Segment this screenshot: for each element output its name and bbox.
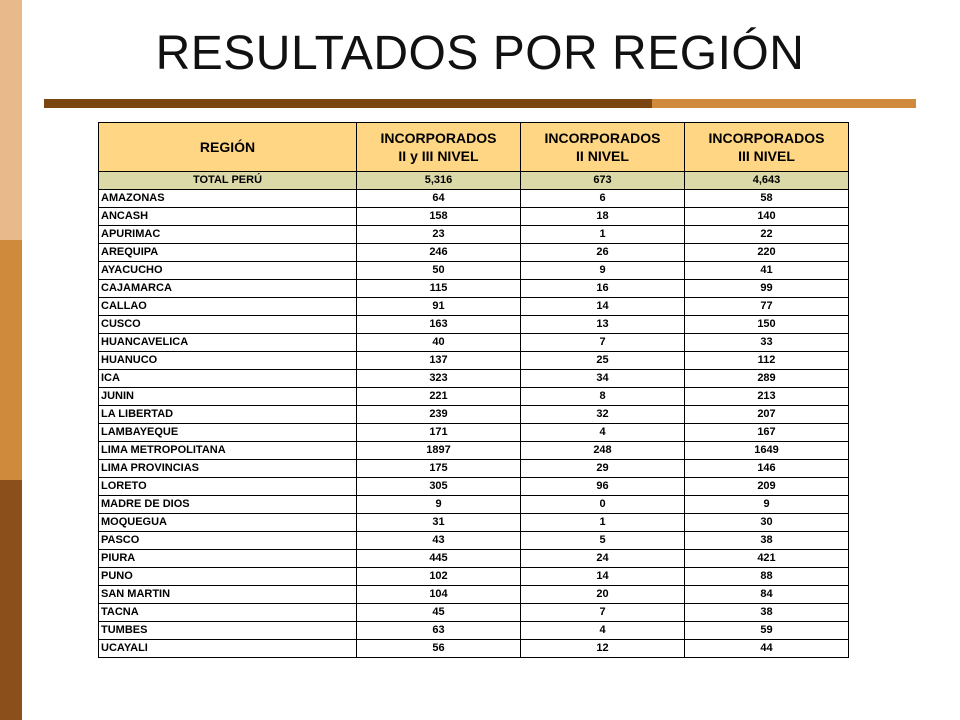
header-label-line1: INCORPORADOS (708, 130, 825, 146)
table-row (99, 280, 849, 298)
incorporados-ii: 32 (521, 406, 685, 424)
region-name: AMAZONAS (99, 190, 357, 208)
incorporados-ii: 14 (521, 298, 685, 316)
header-label-line2: II y III NIVEL (398, 148, 479, 164)
incorporados-ii: 14 (521, 568, 685, 586)
incorporados-ii: 34 (521, 370, 685, 388)
region-name: LIMA METROPOLITANA (99, 442, 357, 460)
title-underline-light (652, 99, 916, 108)
incorporados-iii: 150 (685, 316, 849, 334)
table-row (99, 370, 849, 388)
header-region (99, 123, 357, 172)
table-row (99, 550, 849, 568)
incorporados-ii: 7 (521, 334, 685, 352)
table-row (99, 208, 849, 226)
incorporados-iii: 58 (685, 190, 849, 208)
table-row (99, 442, 849, 460)
region-name: PIURA (99, 550, 357, 568)
incorporados-ii: 25 (521, 352, 685, 370)
table-row (99, 604, 849, 622)
region-name: UCAYALI (99, 640, 357, 658)
header-incorporados-ii-iii (357, 123, 521, 172)
table-row (99, 334, 849, 352)
region-name: PASCO (99, 532, 357, 550)
incorporados-ii-iii: 104 (357, 586, 521, 604)
incorporados-ii: 29 (521, 460, 685, 478)
incorporados-ii: 12 (521, 640, 685, 658)
table-row (99, 406, 849, 424)
header-region-label: REGIÓN (199, 139, 256, 155)
table-row (99, 262, 849, 280)
region-name: LORETO (99, 478, 357, 496)
total-row (99, 172, 849, 190)
region-name: MOQUEGUA (99, 514, 357, 532)
side-accent-bar-middle (0, 240, 22, 480)
table-row (99, 244, 849, 262)
incorporados-iii: 38 (685, 532, 849, 550)
incorporados-ii: 248 (521, 442, 685, 460)
region-name: APURIMAC (99, 226, 357, 244)
incorporados-iii: 41 (685, 262, 849, 280)
incorporados-iii: 140 (685, 208, 849, 226)
header-incorporados-iii (685, 123, 849, 172)
incorporados-ii-iii: 323 (357, 370, 521, 388)
table-row (99, 352, 849, 370)
incorporados-ii: 4 (521, 424, 685, 442)
table-row (99, 514, 849, 532)
incorporados-ii: 1 (521, 514, 685, 532)
incorporados-iii: 22 (685, 226, 849, 244)
region-name: HUANCAVELICA (99, 334, 357, 352)
incorporados-iii: 421 (685, 550, 849, 568)
incorporados-iii: 213 (685, 388, 849, 406)
region-name: MADRE DE DIOS (99, 496, 357, 514)
incorporados-ii-iii: 40 (357, 334, 521, 352)
incorporados-ii: 16 (521, 280, 685, 298)
table-row (99, 316, 849, 334)
incorporados-ii-iii: 171 (357, 424, 521, 442)
incorporados-iii: 77 (685, 298, 849, 316)
incorporados-ii-iii: 115 (357, 280, 521, 298)
region-name: JUNIN (99, 388, 357, 406)
region-name: PUNO (99, 568, 357, 586)
region-name: AREQUIPA (99, 244, 357, 262)
region-name: CUSCO (99, 316, 357, 334)
incorporados-ii: 5 (521, 532, 685, 550)
incorporados-iii: 209 (685, 478, 849, 496)
incorporados-ii-iii: 91 (357, 298, 521, 316)
incorporados-ii-iii: 1897 (357, 442, 521, 460)
incorporados-iii: 146 (685, 460, 849, 478)
table-row (99, 622, 849, 640)
header-label-line1: INCORPORADOS (544, 130, 661, 146)
incorporados-ii: 24 (521, 550, 685, 568)
incorporados-ii-iii: 239 (357, 406, 521, 424)
region-name: HUANUCO (99, 352, 357, 370)
table-row (99, 460, 849, 478)
incorporados-ii-iii: 445 (357, 550, 521, 568)
region-name: TUMBES (99, 622, 357, 640)
region-name: SAN MARTIN (99, 586, 357, 604)
incorporados-ii-iii: 158 (357, 208, 521, 226)
incorporados-ii: 6 (521, 190, 685, 208)
region-name: CALLAO (99, 298, 357, 316)
incorporados-ii: 20 (521, 586, 685, 604)
total-label: TOTAL PERÚ (99, 172, 357, 190)
header-label-line2: III NIVEL (738, 148, 795, 164)
region-name: LAMBAYEQUE (99, 424, 357, 442)
region-name: ICA (99, 370, 357, 388)
incorporados-ii: 8 (521, 388, 685, 406)
incorporados-iii: 167 (685, 424, 849, 442)
incorporados-ii-iii: 64 (357, 190, 521, 208)
incorporados-ii-iii: 56 (357, 640, 521, 658)
table-row (99, 298, 849, 316)
region-name: LA LIBERTAD (99, 406, 357, 424)
incorporados-ii: 96 (521, 478, 685, 496)
region-name: AYACUCHO (99, 262, 357, 280)
incorporados-iii: 84 (685, 586, 849, 604)
incorporados-ii: 13 (521, 316, 685, 334)
table-header-row (99, 123, 849, 172)
incorporados-ii-iii: 50 (357, 262, 521, 280)
region-name: CAJAMARCA (99, 280, 357, 298)
incorporados-ii-iii: 221 (357, 388, 521, 406)
incorporados-iii: 59 (685, 622, 849, 640)
incorporados-iii: 1649 (685, 442, 849, 460)
side-accent-bar-bottom (0, 480, 22, 720)
incorporados-iii: 44 (685, 640, 849, 658)
incorporados-iii: 30 (685, 514, 849, 532)
incorporados-ii-iii: 305 (357, 478, 521, 496)
table-row (99, 388, 849, 406)
incorporados-iii: 33 (685, 334, 849, 352)
results-table (98, 122, 849, 658)
table-row (99, 496, 849, 514)
slide-title: RESULTADOS POR REGIÓN (155, 27, 805, 80)
incorporados-ii-iii: 45 (357, 604, 521, 622)
total-iii: 4,643 (685, 172, 849, 190)
region-name: TACNA (99, 604, 357, 622)
table-row (99, 424, 849, 442)
region-name: ANCASH (99, 208, 357, 226)
incorporados-ii: 9 (521, 262, 685, 280)
table-row (99, 532, 849, 550)
header-label-line1: INCORPORADOS (380, 130, 497, 146)
incorporados-ii: 0 (521, 496, 685, 514)
header-label-line2: II NIVEL (576, 148, 629, 164)
incorporados-ii-iii: 175 (357, 460, 521, 478)
incorporados-iii: 289 (685, 370, 849, 388)
incorporados-ii: 7 (521, 604, 685, 622)
incorporados-iii: 9 (685, 496, 849, 514)
incorporados-ii: 18 (521, 208, 685, 226)
table-row (99, 190, 849, 208)
incorporados-ii-iii: 31 (357, 514, 521, 532)
total-ii: 673 (521, 172, 685, 190)
incorporados-ii-iii: 137 (357, 352, 521, 370)
incorporados-ii-iii: 246 (357, 244, 521, 262)
table-row (99, 226, 849, 244)
incorporados-ii-iii: 163 (357, 316, 521, 334)
table-row (99, 478, 849, 496)
incorporados-ii-iii: 9 (357, 496, 521, 514)
incorporados-iii: 207 (685, 406, 849, 424)
incorporados-ii: 26 (521, 244, 685, 262)
incorporados-iii: 38 (685, 604, 849, 622)
header-incorporados-ii (521, 123, 685, 172)
table-row (99, 568, 849, 586)
region-name: LIMA PROVINCIAS (99, 460, 357, 478)
table-row (99, 586, 849, 604)
incorporados-ii-iii: 102 (357, 568, 521, 586)
incorporados-iii: 88 (685, 568, 849, 586)
incorporados-ii: 4 (521, 622, 685, 640)
incorporados-iii: 220 (685, 244, 849, 262)
incorporados-ii-iii: 43 (357, 532, 521, 550)
incorporados-ii: 1 (521, 226, 685, 244)
incorporados-ii-iii: 23 (357, 226, 521, 244)
incorporados-iii: 112 (685, 352, 849, 370)
total-ii-iii: 5,316 (357, 172, 521, 190)
incorporados-ii-iii: 63 (357, 622, 521, 640)
table-row (99, 640, 849, 658)
title-underline-dark (44, 99, 652, 108)
incorporados-iii: 99 (685, 280, 849, 298)
